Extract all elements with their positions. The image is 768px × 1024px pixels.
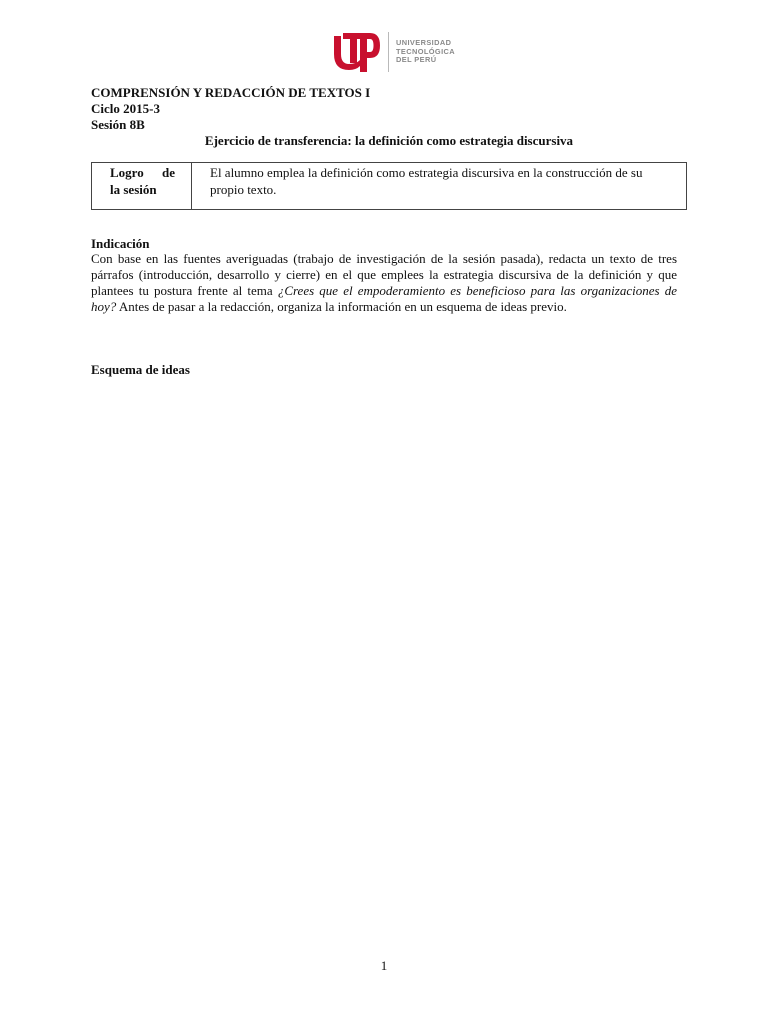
indicacion-heading: Indicación: [91, 236, 150, 251]
logro-label-word-1: Logro: [110, 165, 144, 180]
page-number: 1: [380, 958, 388, 973]
utp-logo-icon: [332, 30, 382, 74]
indicacion-text-after: Antes de pasar a la redacción, organiza la información en un esquema de ideas previo.: [116, 299, 567, 314]
logro-label-line-2: la sesión: [110, 182, 157, 197]
utp-logo: [332, 30, 472, 76]
logo-line-3: DEL PERÚ: [396, 55, 437, 65]
cycle-label: Ciclo 2015-3: [91, 101, 160, 116]
course-title: COMPRENSIÓN Y REDACCIÓN DE TEXTOS I: [91, 85, 371, 100]
logo-line-1: UNIVERSIDAD: [396, 38, 452, 47]
logo-wordmark: [396, 39, 455, 65]
indicacion-paragraph: [91, 251, 677, 315]
session-label: Sesión 8B: [91, 117, 145, 132]
indicacion-text-before: Con base en las fuentes averiguadas (trabajo de investigación de la sesión pasada), redacta un texto de tres párrafos (introducción, desarrollo y cierre) en el que emplees la estrategia discursiva de la definición y que plantees tu postura frente al tema: [91, 251, 677, 298]
logro-label-word-2: de: [162, 165, 175, 180]
exercise-title: Ejercicio de transferencia: la definición como estrategia discursiva: [204, 133, 574, 148]
logro-text-cell: El alumno emplea la definición como estrategia discursiva en la construcción de su propio texto.: [210, 165, 643, 197]
logro-table: [91, 162, 687, 210]
logro-label-cell: [92, 163, 192, 209]
logo-line-2: TECNOLÓGICA: [396, 46, 456, 56]
esquema-heading: Esquema de ideas: [91, 362, 190, 377]
logo-separator: [388, 32, 389, 72]
indicacion-question: ¿Crees que el empoderamiento es beneficioso para las organizaciones de hoy?: [91, 283, 677, 314]
